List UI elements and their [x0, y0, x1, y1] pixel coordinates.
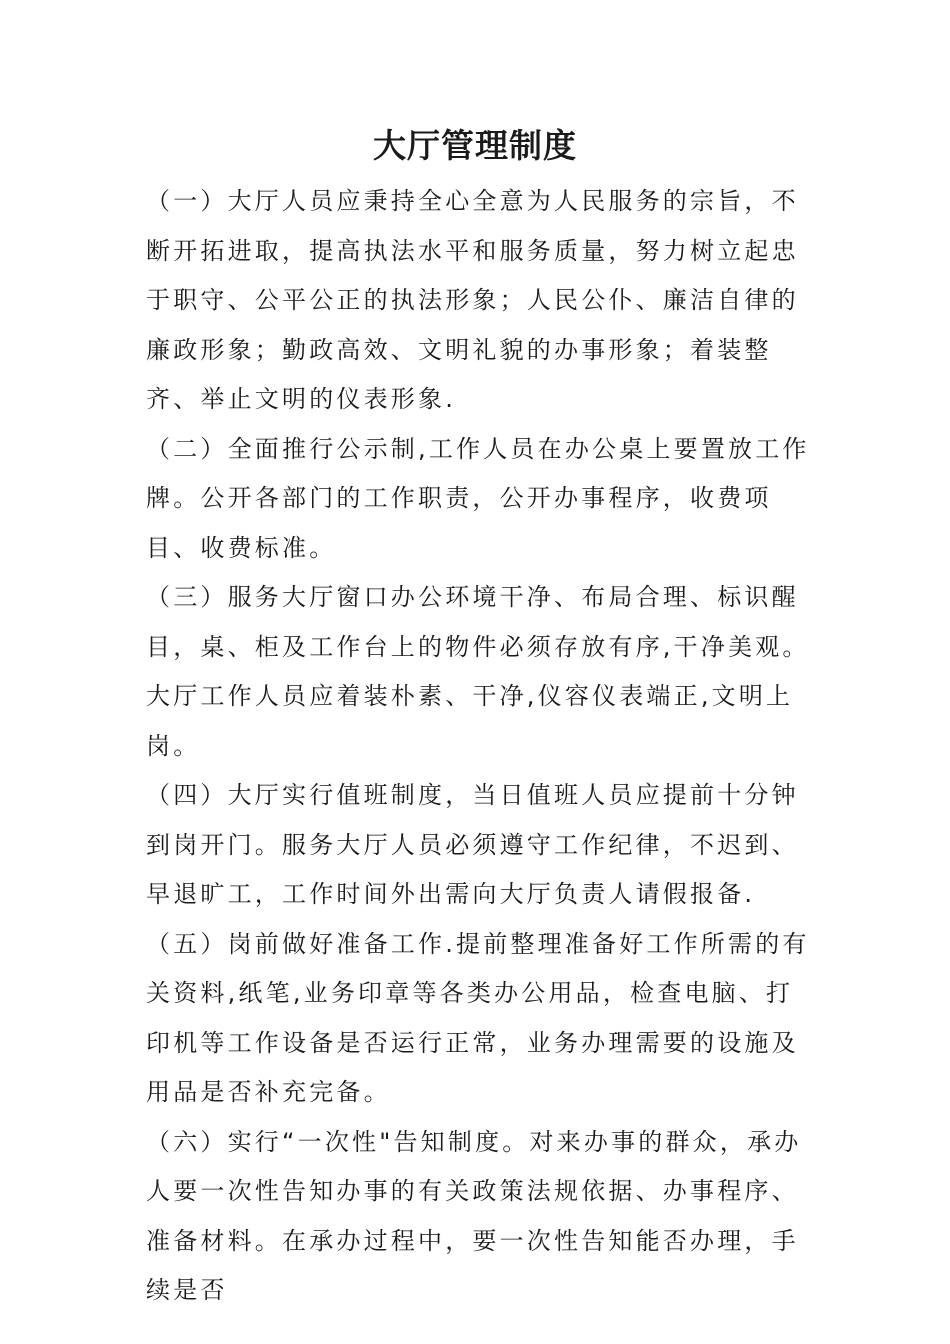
paragraph-3: （三）服务大厅窗口办公环境干净、布局合理、标识醒目，桌、柜及工作台上的物件必须存放有序,干净美观。大厅工作人员应着装朴素、干净,仪容仪表端正,文明上岗。 [146, 583, 810, 760]
document-title: 大厅管理制度 [373, 126, 577, 165]
paragraph-1: （一）大厅人员应秉持全心全意为人民服务的宗旨，不断开拓进取，提高执法水平和服务质量，努力树立起忠于职守、公平公正的执法形象；人民公仆、廉洁自律的廉政形象；勤政高效、文明礼貌的办事形象；着装整齐、举止文明的仪表形象. [146, 187, 799, 413]
document-body [146, 177, 816, 1316]
paragraph-6: （六）实行“一次性"告知制度。对来办事的群众，承办人要一次性告知办事的有关政策法规依据、办事程序、准备材料。在承办过程中，要一次性告知能否办理，手续是否 [146, 1127, 802, 1304]
paragraph-4: （四）大厅实行值班制度，当日值班人员应提前十分钟到岗开门。服务大厅人员必须遵守工作纪律，不迟到、早退旷工，工作时间外出需向大厅负责人请假报备. [146, 781, 799, 908]
paragraph-2: （二）全面推行公示制,工作人员在办公桌上要置放工作牌。公开各部门的工作职责，公开办事程序，收费项目、收费标准。 [146, 434, 810, 562]
paragraph-5: （五）岗前做好准备工作.提前整理准备好工作所需的有关资料,纸笔,业务印章等各类办公用品，检查电脑、打印机等工作设备是否运行正常，业务办理需要的设施及用品是否补充完备。 [146, 929, 810, 1106]
